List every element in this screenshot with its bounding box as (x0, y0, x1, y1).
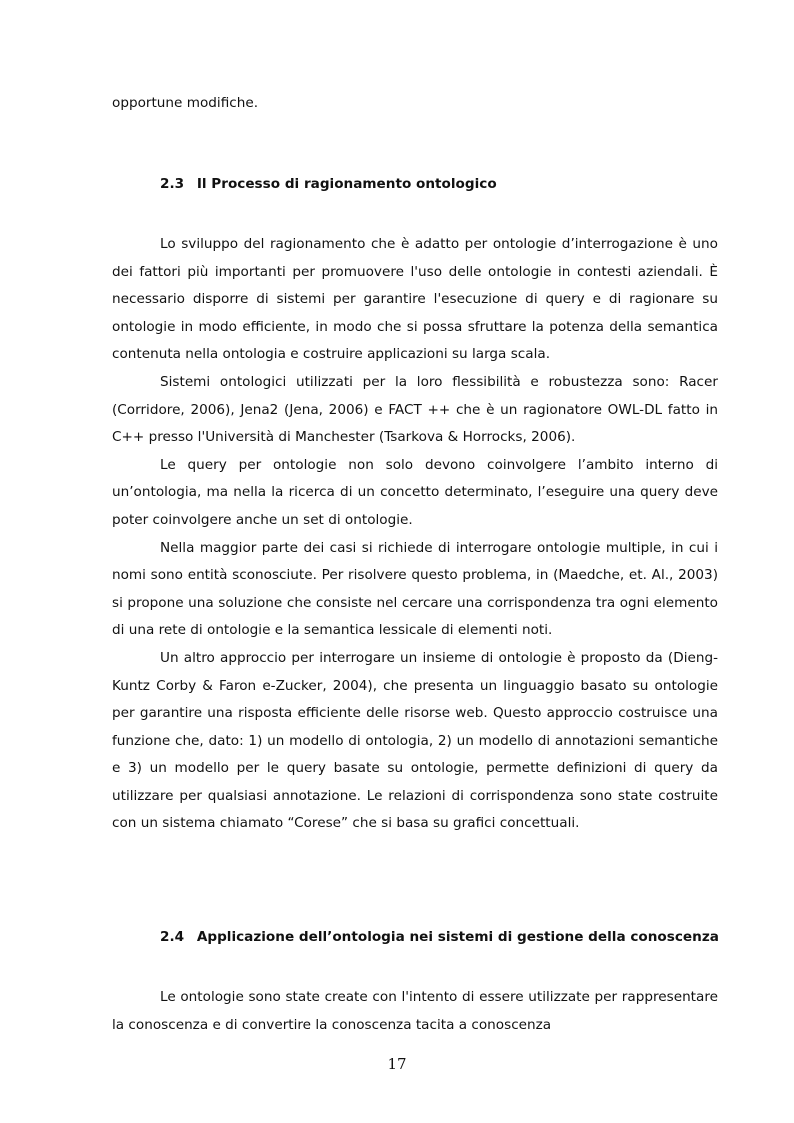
paragraph: Lo sviluppo del ragionamento che è adatto per ontologie d’interrogazione è uno dei fattori più importanti per promuovere l'uso delle ontologie in contesti aziendali. È necessario disporre di sistemi per garantire l'esecuzione di query e di ragionare su ontologie in modo efficiente, in modo che si possa sfruttare la potenza della semantica contenuta nella ontologia e costruire applicazioni su larga scala. (112, 236, 718, 363)
continuation-text: opportune modifiche. (112, 95, 259, 111)
paragraph: Le ontologie sono state create con l'intento di essere utilizzate per rappresentare la conoscenza e di convertire la conoscenza tacita a conoscenza (112, 989, 718, 1033)
section-title: Il Processo di ragionamento ontologico (196, 176, 497, 192)
section-heading-2-3 (160, 176, 497, 192)
section-title: Applicazione dell’ontologia nei sistemi di gestione della conoscenza (196, 929, 719, 945)
section-number: 2.3 (160, 176, 185, 192)
paragraph: Nella maggior parte dei casi si richiede di interrogare ontologie multiple, in cui i nomi sono entità sconosciute. Per risolvere questo problema, in (Maedche, et. Al., 2003) si propone una soluzione che consiste nel cercare una corrispondenza tra ogni elemento di una rete di ontologie e la semantica lessicale di elementi noti. (112, 539, 718, 639)
section-body-2-3 (112, 231, 718, 838)
paragraph: Un altro approccio per interrogare un insieme di ontologie è proposto da (Dieng-Kuntz Corby & Faron e-Zucker, 2004), che presenta un linguaggio basato su ontologie per garantire una risposta efficiente delle risorse web. Questo approccio costruisce una funzione che, dato: 1) un modello di ontologia, 2) un modello di annotazioni semantiche e 3) un modello per le query basate su ontologie, permette definizioni di query da utilizzare per qualsiasi annotazione. Le relazioni di corrispondenza sono state costruite con un sistema chiamato “Corese” che si basa su grafici concettuali. (112, 649, 718, 832)
paragraph: Sistemi ontologici utilizzati per la loro flessibilità e robustezza sono: Racer (Corridore, 2006), Jena2 (Jena, 2006) e FACT ++ che è un ragionatore OWL-DL fatto in C++ presso l'Università di Manchester (Tsarkova & Horrocks, 2006). (112, 373, 718, 446)
section-heading-2-4 (160, 929, 719, 945)
page-number: 17 (387, 1055, 407, 1073)
paragraph: Le query per ontologie non solo devono coinvolgere l’ambito interno di un’ontologia, ma nella la ricerca di un concetto determinato, l’eseguire una query deve poter coinvolgere anche un set di ontologie. (112, 456, 718, 528)
section-body-2-4 (112, 984, 718, 1039)
section-number: 2.4 (160, 929, 185, 945)
